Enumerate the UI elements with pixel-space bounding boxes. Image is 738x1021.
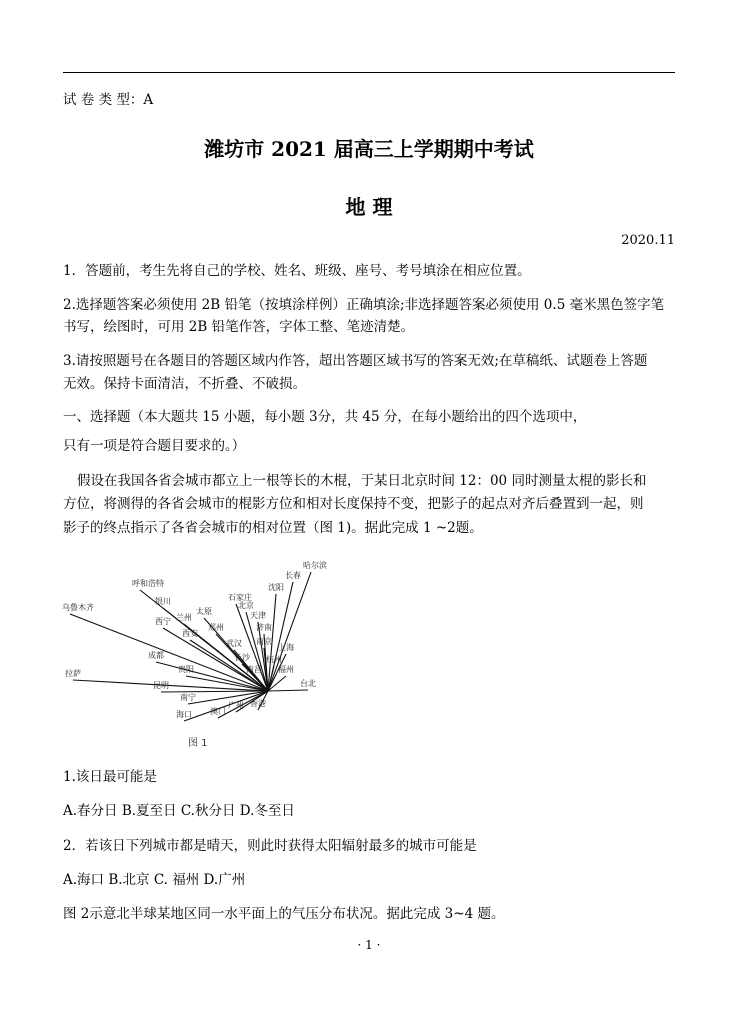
section-heading-2: 只有一项是符合题目要求的。）: [63, 438, 246, 454]
top-rule: [63, 72, 675, 73]
city-label: 兰州: [176, 613, 192, 622]
page-number: · 1 ·: [357, 938, 381, 952]
city-label: 哈尔滨: [303, 561, 327, 570]
section-heading-1: 一、选择题（本大题共 15 小题，每小题 3分，共 45 分，在每小题给出的四个选项中，: [63, 409, 587, 425]
city-label: 银川: [155, 597, 171, 606]
city-label: 长春: [285, 571, 301, 580]
city-label: 济南: [256, 623, 272, 632]
city-label: 台北: [300, 679, 316, 688]
question-1-stem: 1.该日最可能是: [63, 769, 157, 785]
city-label: 拉萨: [65, 669, 81, 678]
shadow-ray-11: [161, 691, 268, 692]
city-label: 太原: [196, 607, 212, 616]
city-label: 沈阳: [268, 583, 284, 592]
city-label: 上海: [278, 643, 294, 652]
city-label: 杭州: [266, 655, 282, 664]
city-label: 香港: [250, 699, 266, 708]
city-label: 乌鲁木齐: [62, 603, 94, 612]
city-label: 成都: [148, 651, 164, 660]
city-label: 福州: [278, 665, 294, 674]
subject-title: 地 理: [345, 195, 393, 219]
city-label: 广州: [228, 701, 244, 710]
city-label: 西安: [182, 629, 198, 638]
shadow-ray-28: [268, 690, 308, 691]
question-2-options: A.海口 B.北京 C. 福州 D.广州: [63, 872, 246, 888]
city-label: 天津: [250, 611, 266, 620]
question-2-stem: 2．若该日下列城市都是晴天，则此时获得太阳辐射最多的城市可能是: [63, 838, 477, 854]
city-label: 北京: [238, 601, 254, 610]
paper-type: 试 卷 类 型：A: [63, 92, 154, 108]
city-label: 贵阳: [178, 665, 194, 674]
city-label: 长沙: [234, 653, 250, 662]
city-label: 呼和浩特: [132, 579, 164, 588]
intro-line-1: 假设在我国各省会城市都立上一根等长的木棍，于某日北京时间 12：00 同时测量太棍的影长和: [77, 473, 647, 489]
exam-date: 2020.11: [621, 233, 675, 248]
city-label: 南宁: [180, 693, 196, 702]
figure-1-shadow-map: [60, 548, 390, 758]
instruction-3b: 无效。保持卡面清洁，不折叠、不破损。: [63, 376, 306, 392]
city-label: 海口: [176, 710, 192, 719]
city-label: 南京: [256, 637, 272, 646]
instruction-2a: 2.选择题答案必须使用 2B 铅笔（按填涂样例）正确填涂;非选择题答案必须使用 0.5 毫米黑色签字笔: [63, 297, 665, 313]
intro-line-2: 方位，将测得的各省会城市的棍影方位和相对长度保持不变，把影子的起点对齐后叠置到一起，则: [63, 496, 644, 512]
question-1-options: A.春分日 B.夏至日 C.秋分日 D.冬至日: [63, 803, 295, 819]
instruction-3a: 3.请按照题号在各题目的答题区域内作答，超出答题区域书写的答案无效;在草稿纸、试题卷上答题: [63, 353, 648, 369]
city-label: 澳门: [210, 707, 226, 716]
instruction-2b: 书写，绘图时，可用 2B 铅笔作答，字体工整、笔迹清楚。: [63, 319, 415, 335]
page-title: 潍坊市 2021 届高三上学期期中考试: [204, 137, 534, 161]
city-label: 南昌: [246, 665, 262, 674]
city-label: 西宁: [155, 617, 171, 626]
city-label: 郑州: [208, 623, 224, 632]
instruction-1: 1．答题前，考生先将自己的学校、姓名、班级、座号、考号填涂在相应位置。: [63, 263, 531, 279]
city-label: 昆明: [153, 681, 169, 690]
intro-line-3: 影子的终点指示了各省会城市的相对位置（图 1)。据此完成 1 ~2题。: [63, 520, 483, 536]
city-label: 石家庄: [228, 593, 252, 602]
next-intro: 图 2示意北半球某地区同一水平面上的气压分布状况。据此完成 3~4 题。: [63, 906, 505, 922]
city-label: 武汉: [226, 639, 242, 648]
figure-caption: 图 1: [188, 738, 208, 749]
